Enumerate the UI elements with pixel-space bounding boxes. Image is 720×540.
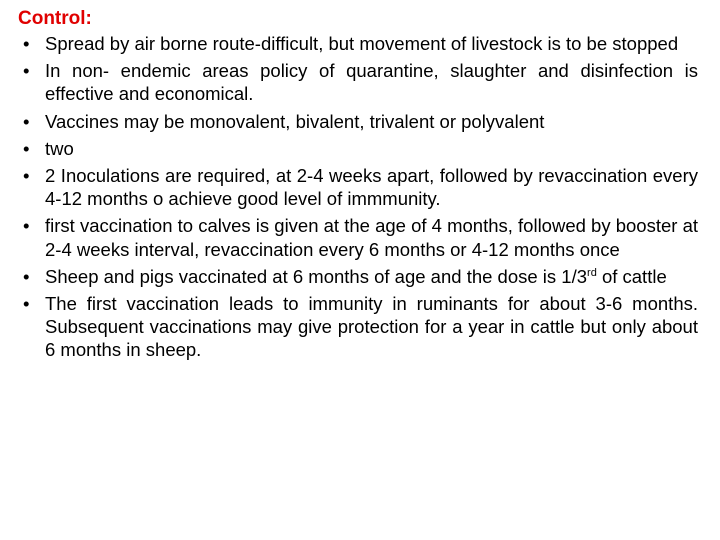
section-heading: Control: — [18, 8, 92, 29]
list-item — [18, 292, 698, 362]
list-item-text: two — [45, 137, 74, 159]
list-item — [18, 164, 698, 210]
list-item-text: 2 Inoculations are required, at 2-4 weeks apart, followed by revaccination every 4-12 months o achieve good level of immmunity. — [45, 165, 698, 210]
bullet-dot-icon: • — [23, 165, 30, 187]
list-item — [18, 110, 698, 133]
bullet-dot-icon: • — [23, 60, 30, 82]
list-item-text: Vaccines may be monovalent, bivalent, trivalent or polyvalent — [45, 110, 545, 132]
list-item — [18, 32, 698, 55]
list-item — [18, 59, 698, 105]
list-item-text-tail: of cattle — [596, 265, 667, 287]
list-item-text-main: Sheep and pigs vaccinated at 6 months of age and the dose is 1/3 — [45, 265, 588, 287]
ordinal-superscript: rd — [587, 266, 597, 279]
list-item-text: In non- endemic areas policy of quarantine, slaughter and disinfection is effective and economical. — [45, 60, 698, 105]
bullet-list — [18, 32, 698, 362]
bullet-dot-icon: • — [23, 265, 30, 287]
list-item — [18, 214, 698, 260]
list-item-text: first vaccination to calves is given at the age of 4 months, followed by booster at 2-4 weeks interval, revaccination every 6 months or 4-12 months once — [45, 215, 698, 260]
list-item-text: The first vaccination leads to immunity in ruminants for about 3-6 months. Subsequent vaccinations may give protection for a year in cattle but only about 6 months in sheep. — [45, 293, 698, 361]
list-item — [18, 137, 698, 160]
list-item-text — [45, 266, 667, 287]
list-item-text: Spread by air borne route-difficult, but movement of livestock is to be stopped — [45, 33, 679, 54]
bullet-dot-icon: • — [23, 110, 30, 132]
bullet-dot-icon: • — [23, 137, 30, 159]
bullet-dot-icon: • — [23, 215, 30, 237]
bullet-dot-icon: • — [23, 33, 30, 54]
list-item — [18, 265, 698, 288]
bullet-dot-icon: • — [23, 293, 30, 315]
